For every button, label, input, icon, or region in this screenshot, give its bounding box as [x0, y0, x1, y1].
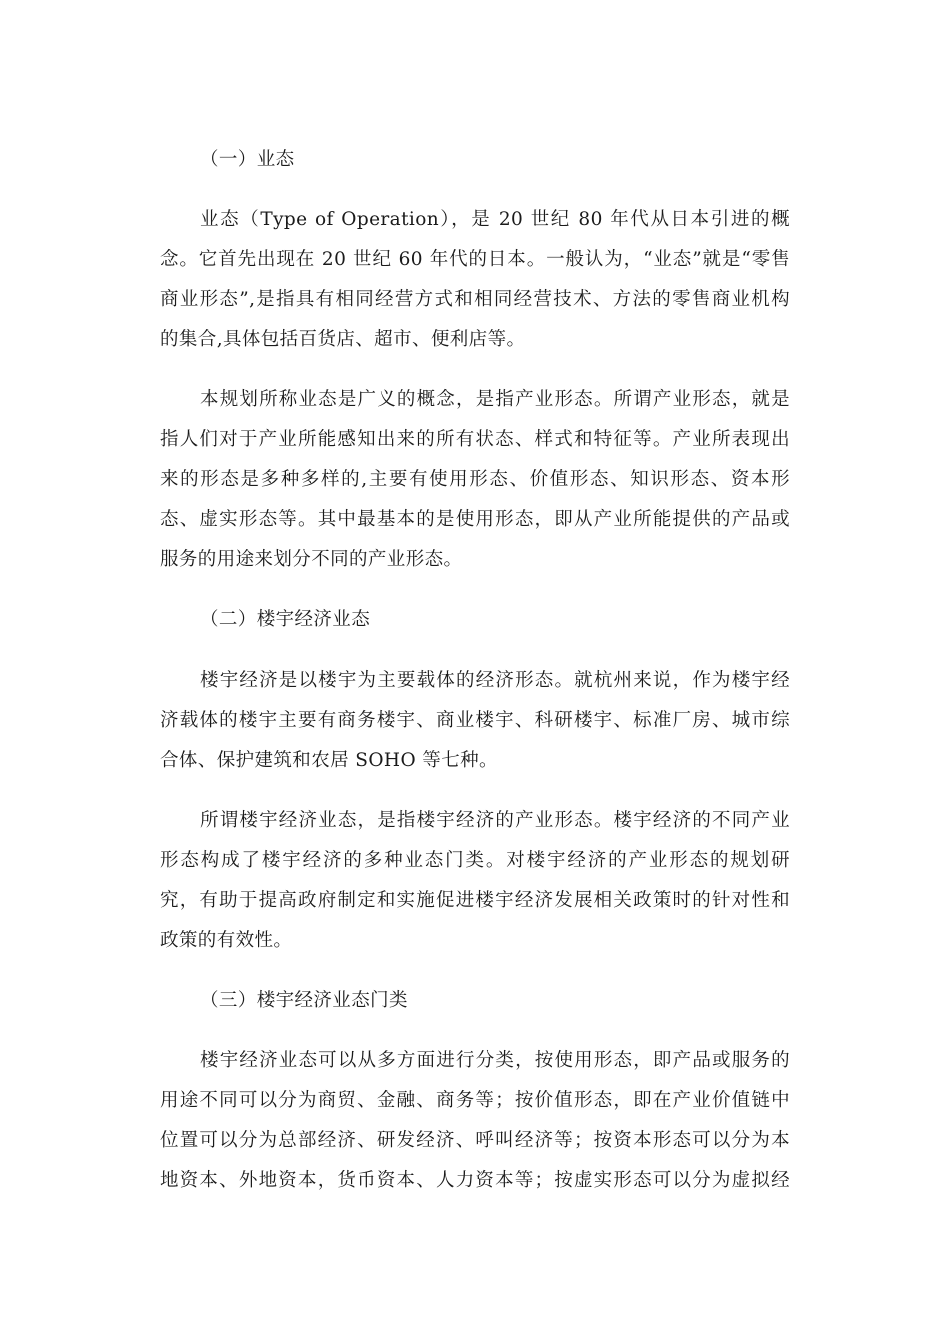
paragraph-line: 指人们对于产业所能感知出来的所有状态、样式和特征等。产业所表现出	[160, 429, 790, 450]
section-heading-3: （三）楼宇经济业态门类	[200, 990, 408, 1011]
paragraph-line: 形态构成了楼宇经济的多种业态门类。对楼宇经济的产业形态的规划研	[160, 850, 790, 871]
paragraph-line: 楼宇经济业态可以从多方面进行分类，按使用形态，即产品或服务的	[200, 1050, 790, 1071]
paragraph-line: 政策的有效性。	[160, 930, 293, 951]
paragraph-3	[160, 661, 790, 781]
paragraph-4	[160, 801, 790, 961]
paragraph-line: 楼宇经济是以楼宇为主要载体的经济形态。就杭州来说，作为楼宇经	[200, 670, 790, 691]
paragraph-line: 本规划所称业态是广义的概念，是指产业形态。所谓产业形态，就是	[200, 389, 790, 410]
paragraph-line: 合体、保护建筑和农居 SOHO 等七种。	[160, 750, 498, 771]
paragraph-line: 用途不同可以分为商贸、金融、商务等；按价值形态，即在产业价值链中	[160, 1090, 790, 1111]
paragraph-line: 所谓楼宇经济业态，是指楼宇经济的产业形态。楼宇经济的不同产业	[200, 810, 790, 831]
paragraph-line: 的集合,具体包括百货店、超市、便利店等。	[160, 329, 526, 350]
paragraph-line: 地资本、外地资本，货币资本、人力资本等；按虚实形态可以分为虚拟经	[160, 1170, 790, 1191]
paragraph-line: 位置可以分为总部经济、研发经济、呼叫经济等；按资本形态可以分为本	[160, 1130, 790, 1151]
section-heading-2: （二）楼宇经济业态	[200, 609, 371, 630]
paragraph-line: 济载体的楼宇主要有商务楼宇、商业楼宇、科研楼宇、标准厂房、城市综	[160, 710, 790, 731]
paragraph-line: 业态（Type of Operation），是 20 世纪 80 年代从日本引进的概	[200, 209, 790, 230]
paragraph-line: 究，有助于提高政府制定和实施促进楼宇经济发展相关政策时的针对性和	[160, 890, 790, 911]
paragraph-line: 商业形态”,是指具有相同经营方式和相同经营技术、方法的零售商业机构	[160, 289, 790, 310]
paragraph-5	[160, 1041, 790, 1201]
paragraph-1	[160, 200, 790, 360]
paragraph-line: 态、虚实形态等。其中最基本的是使用形态，即从产业所能提供的产品或	[160, 509, 790, 530]
paragraph-line: 念。它首先出现在 20 世纪 60 年代的日本。一般认为，“业态”就是“零售	[160, 249, 790, 270]
paragraph-2	[160, 380, 790, 580]
paragraph-line: 来的形态是多种多样的,主要有使用形态、价值形态、知识形态、资本形	[160, 469, 790, 490]
paragraph-line: 服务的用途来划分不同的产业形态。	[160, 549, 463, 570]
section-heading-1: （一）业态	[200, 149, 295, 170]
